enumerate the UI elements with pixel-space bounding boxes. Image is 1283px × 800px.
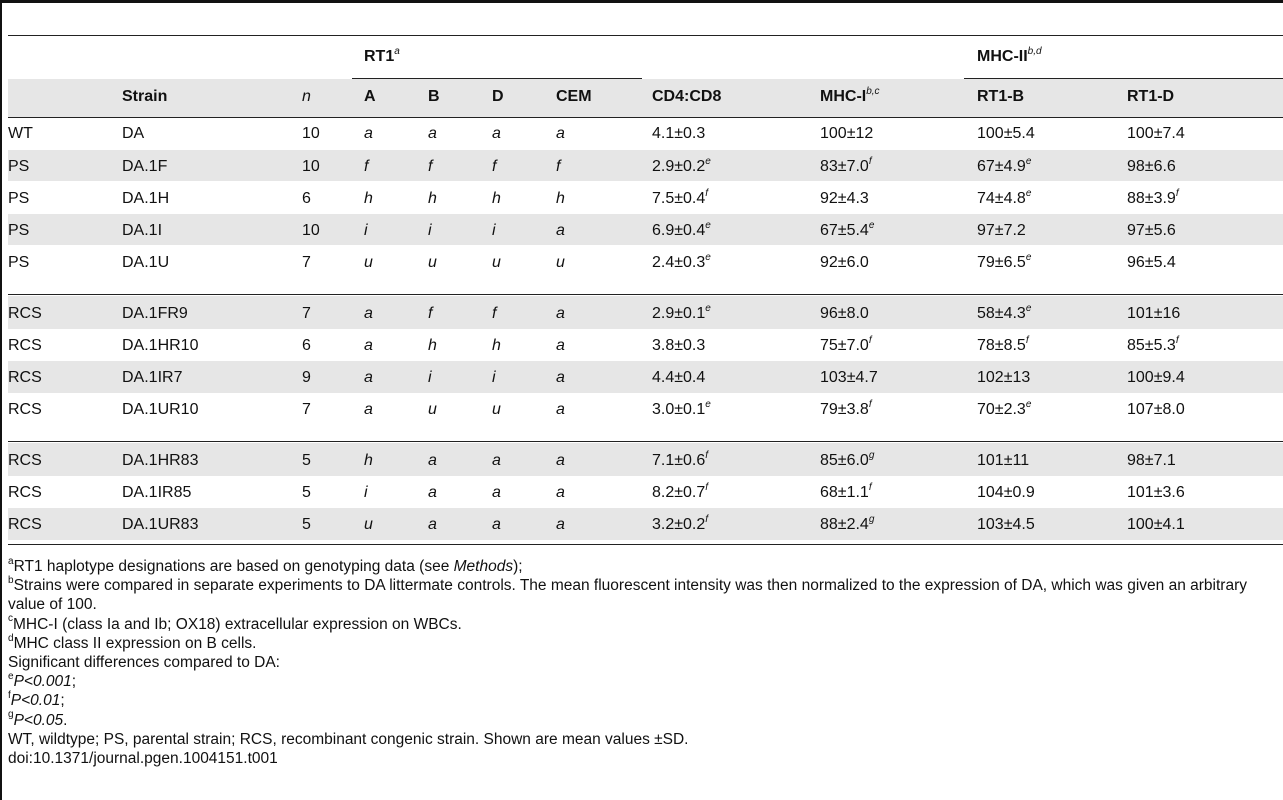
cell-rt1b: 97±7.2 (977, 222, 1026, 239)
footnote-b: $^b$Strains were compared in separate experiments to DA littermate controls. The mean fluorescent intensity was then normalized to the expression of DA, which was given an arbitrary value of 100. (8, 575, 1247, 614)
cell-cd4cd8: 6.9±0.4$^e$ (652, 219, 711, 239)
doi-link[interactable]: doi:10.1371/journal.pgen.1004151.t001 (8, 750, 278, 768)
section-rule (8, 441, 1283, 442)
cell-b: f (428, 158, 433, 175)
footnote-e: $^e$P<0.001; (8, 671, 77, 691)
cell-rt1d: 107±8.0 (1127, 401, 1185, 418)
cell-n: 7 (302, 305, 311, 322)
cell-a: a (364, 305, 373, 322)
table-frame-left (0, 0, 2, 800)
cell-group: WT (8, 125, 33, 142)
table-row (8, 362, 1283, 392)
cell-b: h (428, 190, 437, 207)
cell-strain: DA.1I (122, 222, 163, 239)
cell-rt1b: 101±11 (977, 452, 1030, 469)
cell-d: i (492, 222, 496, 239)
cell-d: a (492, 125, 501, 142)
cell-mhc1: 68±1.1$^f$ (820, 481, 872, 501)
cell-d: u (492, 401, 501, 418)
section-rule (8, 294, 1283, 295)
cell-n: 6 (302, 337, 311, 354)
cell-d: a (492, 452, 501, 469)
cell-group: PS (8, 222, 30, 239)
cell-group: RCS (8, 452, 42, 469)
cell-n: 5 (302, 452, 311, 469)
cell-cd4cd8: 4.4±0.4 (652, 369, 706, 386)
cell-a: h (364, 452, 373, 469)
cell-rt1b: 74±4.8$^e$ (977, 187, 1032, 207)
cell-d: h (492, 190, 501, 207)
cell-strain: DA (122, 125, 145, 142)
cell-rt1d: 100±4.1 (1127, 516, 1185, 533)
cell-a: h (364, 190, 373, 207)
cell-n: 5 (302, 516, 311, 533)
cell-strain: DA.1IR85 (122, 484, 192, 501)
cell-n: 10 (302, 222, 320, 239)
cell-mhc1: 88±2.4$^g$ (820, 513, 875, 533)
cell-rt1b: 100±5.4 (977, 125, 1035, 142)
cell-a: u (364, 254, 373, 271)
cell-cem: h (556, 190, 565, 207)
cell-mhc1: 83±7.0$^f$ (820, 155, 872, 175)
cell-cem: a (556, 305, 565, 322)
col-header-d: D (492, 88, 504, 105)
cell-group: PS (8, 158, 30, 175)
col-header-rt1b: RT1-B (977, 88, 1025, 105)
cell-mhc1: 92±4.3 (820, 190, 869, 207)
table-row (8, 247, 1283, 277)
table-row (8, 330, 1283, 360)
cell-group: RCS (8, 484, 42, 501)
cell-cem: a (556, 516, 565, 533)
footnote-a: $^a$RT1 haplotype designations are based on genotyping data (see Methods); (8, 555, 523, 575)
col-header-n: n (302, 88, 311, 105)
cell-strain: DA.1U (122, 254, 170, 271)
table-row (8, 298, 1283, 328)
table-row (8, 445, 1283, 475)
cell-d: a (492, 516, 501, 533)
cell-b: f (428, 305, 433, 322)
table-footnotes (8, 557, 1283, 768)
cell-rt1b: 104±0.9 (977, 484, 1035, 501)
col-header-mhc1: MHC-$I^{b,c}$ (820, 85, 880, 105)
cell-cem: a (556, 452, 565, 469)
table-row (8, 394, 1283, 424)
cell-cd4cd8: 7.5±0.4$^f$ (652, 187, 709, 207)
cell-a: u (364, 516, 373, 533)
cell-n: 7 (302, 401, 311, 418)
cell-cd4cd8: 2.4±0.3$^e$ (652, 251, 711, 271)
cell-d: f (492, 158, 497, 175)
cell-n: 9 (302, 369, 311, 386)
cell-d: a (492, 484, 501, 501)
cell-rt1b: 103±4.5 (977, 516, 1035, 533)
footnote-abbreviations: WT, wildtype; PS, parental strain; RCS, recombinant congenic strain. Shown are mean values ±SD. (8, 730, 689, 748)
cell-cem: a (556, 369, 565, 386)
cell-cd4cd8: 3.2±0.2$^f$ (652, 513, 709, 533)
column-header-band (8, 79, 1283, 117)
cell-group: RCS (8, 401, 42, 418)
cell-cem: a (556, 484, 565, 501)
col-header-strain: Strain (122, 88, 168, 105)
cell-group: PS (8, 254, 30, 271)
cell-cem: f (556, 158, 561, 175)
cell-a: a (364, 125, 373, 142)
cell-strain: DA.1UR10 (122, 401, 199, 418)
cell-cem: a (556, 337, 565, 354)
cell-b: a (428, 452, 437, 469)
cell-rt1b: 70±2.3$^e$ (977, 398, 1032, 418)
cell-cem: a (556, 401, 565, 418)
table-row (8, 509, 1283, 539)
cell-mhc1: 92±6.0 (820, 254, 869, 271)
cell-mhc1: 79±3.8$^f$ (820, 398, 872, 418)
cell-rt1d: 96±5.4 (1127, 254, 1176, 271)
cell-rt1d: 101±16 (1127, 305, 1181, 322)
header-top-rule (8, 35, 1283, 36)
col-header-cem: CEM (556, 88, 592, 105)
col-header-a: A (364, 88, 376, 105)
cell-strain: DA.1UR83 (122, 516, 199, 533)
cell-b: u (428, 254, 437, 271)
cell-rt1d: 98±7.1 (1127, 452, 1176, 469)
cell-b: a (428, 516, 437, 533)
cell-strain: DA.1IR7 (122, 369, 183, 386)
cell-rt1d: 85±5.3$^f$ (1127, 334, 1179, 354)
cell-strain: DA.1HR10 (122, 337, 199, 354)
cell-group: PS (8, 190, 30, 207)
cell-mhc1: 85±6.0$^g$ (820, 449, 875, 469)
cell-strain: DA.1F (122, 158, 168, 175)
cell-cd4cd8: 3.8±0.3 (652, 337, 706, 354)
col-header-cd4cd8: CD4:CD8 (652, 88, 722, 105)
cell-n: 10 (302, 125, 320, 142)
cell-mhc1: 103±4.7 (820, 369, 878, 386)
cell-b: u (428, 401, 437, 418)
cell-rt1d: 97±5.6 (1127, 222, 1176, 239)
cell-b: i (428, 222, 432, 239)
table-row (8, 118, 1283, 148)
cell-rt1d: 88±3.9$^f$ (1127, 187, 1179, 207)
col-header-b: B (428, 88, 440, 105)
cell-group: RCS (8, 305, 42, 322)
cell-rt1b: 102±13 (977, 369, 1031, 386)
cell-strain: DA.1HR83 (122, 452, 199, 469)
table-bottom-rule (8, 544, 1283, 545)
cell-n: 7 (302, 254, 311, 271)
cell-rt1d: 100±9.4 (1127, 369, 1185, 386)
cell-strain: DA.1H (122, 190, 170, 207)
cell-rt1b: 79±6.5$^e$ (977, 251, 1032, 271)
cell-d: i (492, 369, 496, 386)
cell-cem: a (556, 222, 565, 239)
table-row (8, 183, 1283, 213)
footnote-c: $^c$MHC-I (class Ia and Ib; OX18) extracellular expression on WBCs. (8, 613, 462, 633)
cell-rt1b: 58±4.3$^e$ (977, 302, 1032, 322)
cell-mhc1: 100±12 (820, 125, 874, 142)
cell-a: f (364, 158, 369, 175)
cell-n: 6 (302, 190, 311, 207)
cell-rt1d: 100±7.4 (1127, 125, 1185, 142)
cell-rt1b: 78±8.5$^f$ (977, 334, 1029, 354)
footnote-significance: Significant differences compared to DA: (8, 654, 280, 672)
cell-cd4cd8: 2.9±0.1$^e$ (652, 302, 711, 322)
cell-group: RCS (8, 337, 42, 354)
cell-cd4cd8: 4.1±0.3 (652, 125, 706, 142)
col-header-rt1d: RT1-D (1127, 88, 1175, 105)
table-row (8, 215, 1283, 245)
cell-cd4cd8: 3.0±0.1$^e$ (652, 398, 711, 418)
footnote-d: $^d$MHC class II expression on B cells. (8, 632, 257, 652)
cell-a: i (364, 484, 368, 501)
footnote-f: $^f$P<0.01; (8, 690, 65, 710)
cell-d: f (492, 305, 497, 322)
cell-b: h (428, 337, 437, 354)
cell-a: a (364, 369, 373, 386)
cell-mhc1: 96±8.0 (820, 305, 869, 322)
table-row (8, 151, 1283, 181)
cell-cem: a (556, 125, 565, 142)
cell-d: u (492, 254, 501, 271)
cell-d: h (492, 337, 501, 354)
cell-cd4cd8: 7.1±0.6$^f$ (652, 449, 709, 469)
cell-group: RCS (8, 516, 42, 533)
cell-cd4cd8: 2.9±0.2$^e$ (652, 155, 711, 175)
cell-b: a (428, 125, 437, 142)
table-top-rule (0, 0, 1283, 3)
cell-a: i (364, 222, 368, 239)
cell-rt1b: 67±4.9$^e$ (977, 155, 1032, 175)
table-row (8, 477, 1283, 507)
cell-mhc1: 67±5.4$^e$ (820, 219, 875, 239)
cell-group: RCS (8, 369, 42, 386)
cell-cd4cd8: 8.2±0.7$^f$ (652, 481, 709, 501)
cell-a: a (364, 401, 373, 418)
group-header-rt1: RT1$^a$ (364, 45, 400, 65)
cell-rt1d: 101±3.6 (1127, 484, 1185, 501)
cell-mhc1: 75±7.0$^f$ (820, 334, 872, 354)
cell-strain: DA.1FR9 (122, 305, 188, 322)
cell-b: i (428, 369, 432, 386)
group-header-mhc2: MHC-II$^{b,d}$ (977, 45, 1042, 65)
cell-cem: u (556, 254, 565, 271)
cell-n: 10 (302, 158, 320, 175)
cell-rt1d: 98±6.6 (1127, 158, 1176, 175)
cell-a: a (364, 337, 373, 354)
cell-n: 5 (302, 484, 311, 501)
footnote-g: $^g$P<0.05. (8, 709, 68, 729)
cell-b: a (428, 484, 437, 501)
